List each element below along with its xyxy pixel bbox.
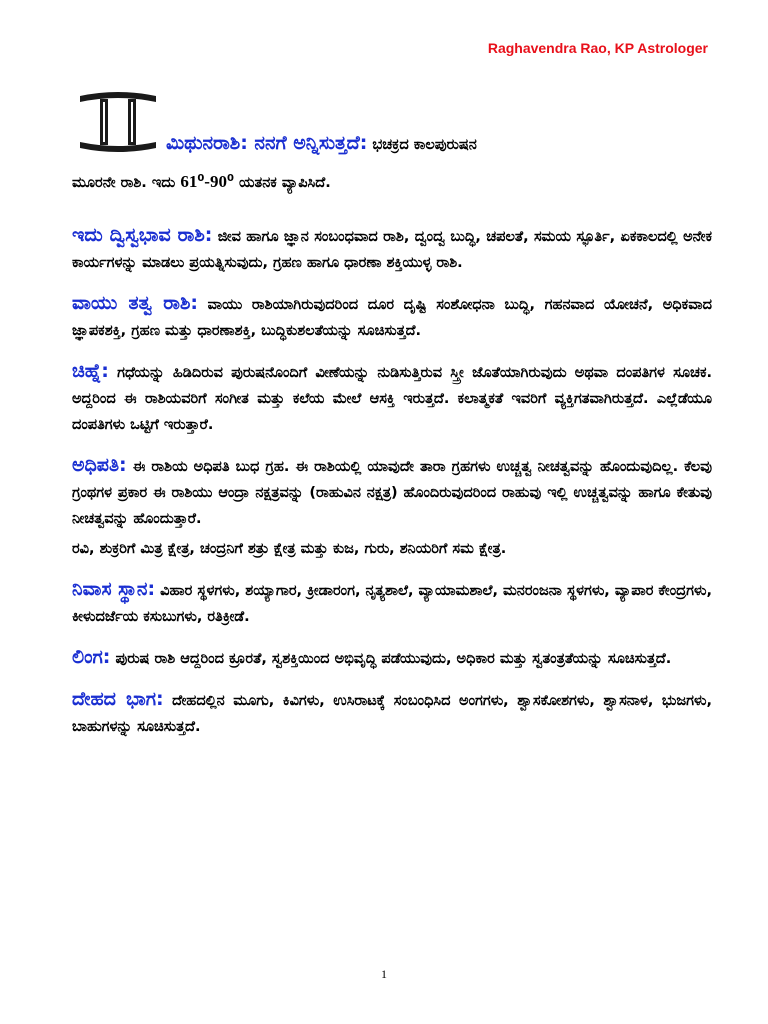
degree-start: 61 — [180, 172, 198, 191]
degree-end: 90 — [209, 172, 227, 191]
content-body — [72, 222, 712, 754]
degree-separator: - — [204, 172, 210, 191]
degree-end-sup: 0 — [226, 173, 234, 185]
section-heading: ಲಿಂಗ: — [72, 646, 111, 668]
section-heading: ಚಿಹ್ನೆ: — [72, 360, 109, 382]
section-text: ಜೀವ ಹಾಗೂ ಜ್ಞಾನ ಸಂಬಂಧವಾದ ರಾಶಿ, ದ್ವಂದ್ವ ಬುದ್ಧಿ, ಚಪಲತೆ, ಸಮಯ ಸ್ಫೂರ್ತಿ, ಏಕಕಾಲದಲ್ಲಿ ಅನೇಕ ಕಾರ್ಯಗಳನ್ನು ಮಾಡಲು ಪ್ರಯತ್ನಿಸುವುದು, ಗ್ರಹಣ ಹಾಗೂ ಧಾರಣಾ ಶಕ್ತಿಯುಳ್ಳ ರಾಶಿ. — [72, 229, 712, 271]
page-number: 1 — [381, 967, 387, 981]
section-heading: ಇದು ದ್ವಿಸ್ವಭಾವ ರಾಶಿ: — [72, 224, 213, 246]
section-text: ಗಧೆಯನ್ನು ಹಿಡಿದಿರುವ ಪುರುಷನೊಂದಿಗೆ ವೀಣೆಯನ್ನು ನುಡಿಸುತ್ತಿರುವ ಸ್ತ್ರೀ ಜೊತೆಯಾಗಿರುವುದು ಅಥವಾ ದಂಪತಿಗಳ ಸೂಚಕ. ಅದ್ದರಿಂದ ಈ ರಾಶಿಯವರಿಗೆ ಸಂಗೀತ ಮತ್ತು ಕಲೆಯ ಮೇಲೆ ಆಸಕ್ತಿ ಇರುತ್ತದೆ. ಕಲಾತ್ಮಕತೆ ಇವರಿಗೆ ವ್ಯಕ್ತಿಗತವಾಗಿರುತ್ತದೆ. ಎಲ್ಲೆಡೆಯೂ ದಂಪತಿಗಳು ಒಟ್ಟಿಗೆ ಇರುತ್ತಾರೆ. — [72, 365, 712, 433]
section-body-parts — [72, 686, 712, 740]
section-text: ದೇಹದಲ್ಲಿನ ಮೂಗು, ಕಿವಿಗಳು, ಉಸಿರಾಟಕ್ಕೆ ಸಂಬಂಧಿಸಿದ ಅಂಗಗಳು, ಶ್ವಾಸಕೋಶಗಳು, ಶ್ವಾಸನಾಳ, ಭುಜಗಳು, ಬಾಹುಗಳನ್ನು ಸೂಚಿಸುತ್ತದೆ. — [72, 693, 712, 735]
degree-start-sup: 0 — [197, 173, 205, 185]
section-heading: ದೇಹದ ಭಾಗ: — [72, 688, 164, 710]
section-residence — [72, 576, 712, 630]
section-lord — [72, 452, 712, 532]
title-line2-after: ಯತನಕ ವ್ಯಾಪಿಸಿದೆ. — [233, 175, 331, 191]
gemini-icon — [76, 90, 160, 158]
section-heading: ನಿವಾಸ ಸ್ಥಾನ: — [72, 578, 156, 600]
section-text: ವಾಯು ರಾಶಿಯಾಗಿರುವುದರಿಂದ ದೂರ ದೃಷ್ಟಿ ಸಂಶೋಧನಾ ಬುದ್ಧಿ, ಗಹನವಾದ ಯೋಚನೆ, ಅಧಿಕವಾದ ಜ್ಞಾಪಕಶಕ್ತಿ, ಗ್ರಹಣ ಮತ್ತು ಧಾರಣಾಶಕ್ತಿ, ಬುದ್ಧಿಕುಶಲತೆಯನ್ನು ಸೂಚಿಸುತ್ತದೆ. — [72, 297, 712, 339]
section-gender — [72, 644, 712, 672]
author-header: Raghavendra Rao, KP Astrologer — [487, 40, 708, 56]
title-line — [166, 132, 477, 154]
section-symbol — [72, 358, 712, 438]
title-second-line — [72, 172, 331, 192]
section-text: ವಿಹಾರ ಸ್ಥಳಗಳು, ಶಯ್ಯಾಗಾರ, ಕ್ರೀಡಾರಂಗ, ನೃತ್ಯಶಾಲೆ, ವ್ಯಾಯಾಮಶಾಲೆ, ಮನರಂಜನಾ ಸ್ಥಳಗಳು, ವ್ಯಾಪಾರ ಕೇಂದ್ರಗಳು, ಕೀಳುದರ್ಜೆಯ ಕಸುಬುಗಳು, ರತಿಕ್ರೀಡೆ. — [72, 583, 712, 625]
section-text: ರವಿ, ಶುಕ್ರರಿಗೆ ಮಿತ್ರ ಕ್ಷೇತ್ರ, ಚಂದ್ರನಿಗೆ ಶತ್ರು ಕ್ಷೇತ್ರ ಮತ್ತು ಕುಜ, ಗುರು, ಶನಿಯರಿಗೆ ಸಮ ಕ್ಷೇತ್ರ. — [72, 541, 507, 557]
title-heading: ಮಿಥುನರಾಶಿ: ನನಗೆ ಅನ್ನಿಸುತ್ತದೆ: — [166, 132, 368, 154]
section-text: ಈ ರಾಶಿಯ ಅಧಿಪತಿ ಬುಧ ಗ್ರಹ. ಈ ರಾಶಿಯಲ್ಲಿ ಯಾವುದೇ ತಾರಾ ಗ್ರಹಗಳು ಉಚ್ಚತ್ವ ನೀಚತ್ವವನ್ನು ಹೊಂದುವುದಿಲ್ಲ. ಕೆಲವು ಗ್ರಂಥಗಳ ಪ್ರಕಾರ ಈ ರಾಶಿಯು ಆಂದ್ರಾ ನಕ್ಷತ್ರವನ್ನು (ರಾಹುವಿನ ನಕ್ಷತ್ರ) ಹೊಂದಿರುವುದರಿಂದ ರಾಹುವು ಇಲ್ಲಿ ಉಚ್ಚತ್ವವನ್ನು ಹಾಗೂ ಕೇತುವು ನೀಚತ್ವವನ್ನು ಹೊಂದುತ್ತಾರೆ. — [72, 459, 712, 527]
section-heading: ಅಧಿಪತಿ: — [72, 454, 127, 476]
section-friendship — [72, 536, 712, 562]
section-dual-nature — [72, 222, 712, 276]
title-line2-before: ಮೂರನೇ ರಾಶಿ. ಇದು — [72, 175, 181, 191]
section-air-element — [72, 290, 712, 344]
title-text: ಭಚಕ್ರದ ಕಾಲಪುರುಷನ — [372, 137, 477, 153]
section-text: ಪುರುಷ ರಾಶಿ ಆದ್ದರಿಂದ ಕ್ರೂರತೆ, ಸ್ವಶಕ್ತಿಯಿಂದ ಅಭಿವೃದ್ಧಿ ಪಡೆಯುವುದು, ಅಧಿಕಾರ ಮತ್ತು ಸ್ವತಂತ್ರತೆಯನ್ನು ಸೂಚಿಸುತ್ತದೆ. — [115, 651, 672, 667]
section-heading: ವಾಯು ತತ್ವ ರಾಶಿ: — [72, 292, 199, 314]
